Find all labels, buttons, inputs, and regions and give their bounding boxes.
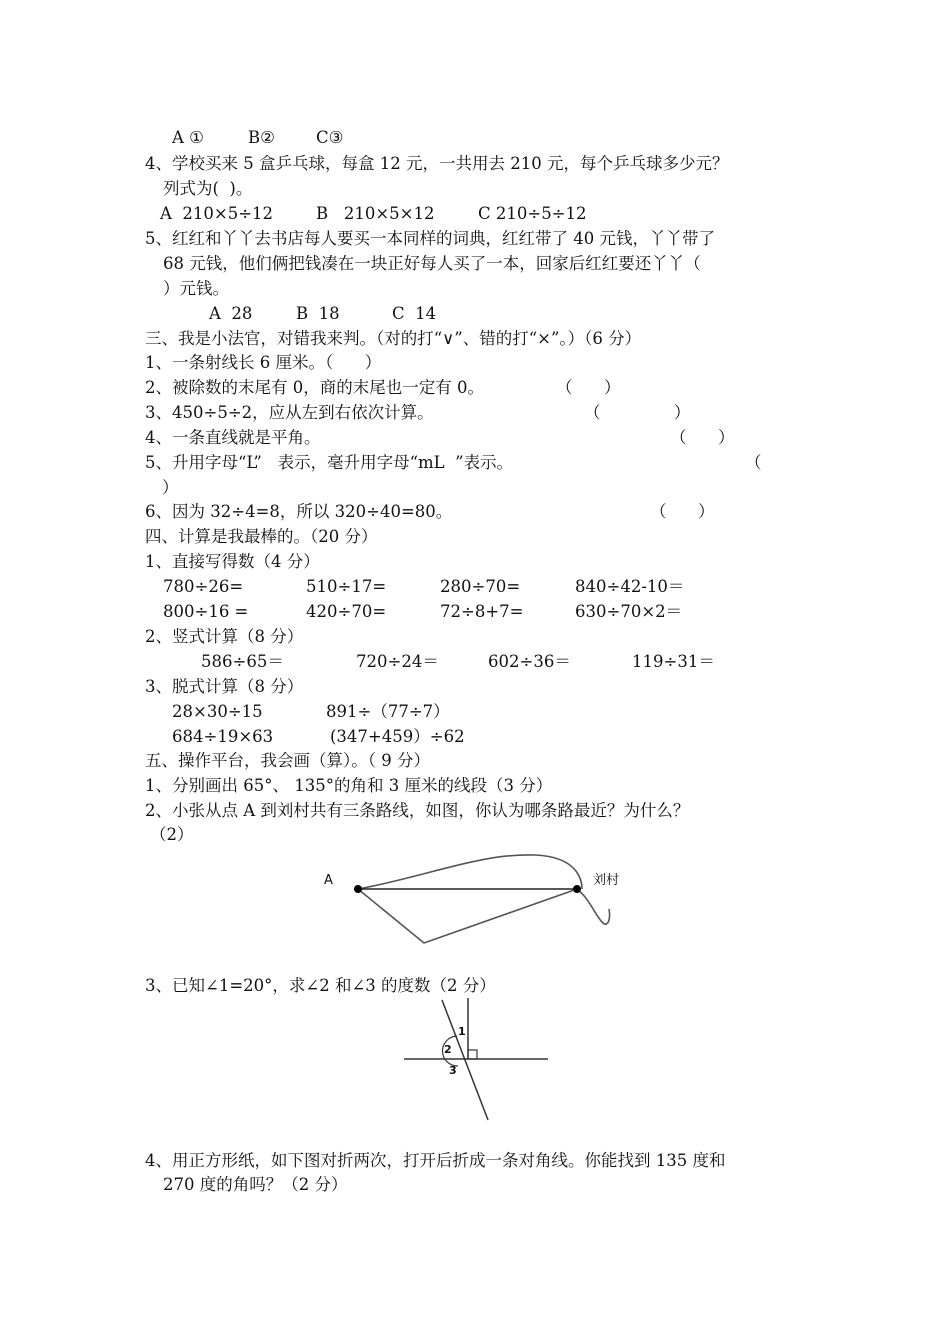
q3-option-c: C③ (316, 128, 344, 147)
section3-item-2: 2、被除数的末尾有 0，商的末尾也一定有 0。 (145, 378, 484, 397)
calc-item: 72÷8+7= (440, 602, 524, 621)
q5-option-c: C 14 (392, 304, 437, 323)
calc-item: 780÷26= (163, 577, 244, 596)
point-a-dot (354, 885, 362, 893)
section3-item-3-answer-blank[interactable]: （ ） (584, 403, 691, 422)
q3-option-a: A ① (172, 128, 204, 147)
calc-item: 630÷70×2＝ (575, 602, 683, 621)
point-a-label: A (324, 873, 333, 888)
calc-item: 420÷70= (306, 602, 387, 621)
section3-item-5: 5、升用字母“L” 表示，毫升用字母“mL ”表示。 (145, 453, 514, 472)
section5-q2-line1: 2、小张从点 A 到刘村共有三条路线，如图，你认为哪条路最近？为什么？ (145, 801, 690, 820)
stepwise-calc-item: 28×30÷15 (172, 702, 263, 721)
q5-question-line3: ）元钱。 (163, 279, 229, 298)
section3-item-6: 6、因为 32÷4=8，所以 320÷40=80。 (145, 502, 453, 521)
section4-sub2-title: 2、竖式计算（8 分） (145, 627, 304, 646)
q4-option-b: B 210×5×12 (316, 204, 435, 223)
section3-item-5-answer-blank[interactable]: （ (745, 453, 762, 472)
route-tail (577, 889, 610, 924)
section5-q1: 1、分别画出 65°、 135°的角和 3 厘米的线段（3 分） (145, 776, 553, 795)
vertical-calc-item: 602÷36＝ (488, 652, 571, 671)
section4-title: 四、计算是我最棒的。（20 分） (145, 527, 378, 546)
q5-option-b: B 18 (296, 304, 340, 323)
liucun-dot (573, 885, 581, 893)
section3-item-1: 1、一条射线长 6 厘米。（ ） (145, 353, 382, 372)
vertical-calc-item: 720÷24＝ (356, 652, 439, 671)
calc-item: 840÷42-10＝ (575, 577, 685, 596)
q4-question-line2: 列式为( )。 (163, 179, 253, 198)
q4-option-c: C 210÷5÷12 (478, 204, 587, 223)
section3-item-6-answer-blank[interactable]: （ ） (650, 502, 715, 521)
section5-title: 五、操作平台，我会画（算）。（ 9 分） (145, 751, 430, 770)
section3-item-3: 3、450÷5÷2，应从左到右依次计算。 (145, 403, 434, 422)
q4-option-a: A 210×5÷12 (160, 204, 274, 223)
route-curve-top (358, 855, 582, 889)
calc-item: 800÷16 = (163, 602, 249, 621)
angle-1-label: 1 (458, 1025, 466, 1038)
stepwise-calc-item: 684÷19×63 (172, 727, 274, 746)
section4-sub3-title: 3、脱式计算（8 分） (145, 677, 304, 696)
route-lower (358, 889, 577, 943)
angle-figure (400, 998, 555, 1124)
section3-item-2-answer-blank[interactable]: （ ） (556, 378, 621, 397)
calc-item: 510÷17= (306, 577, 387, 596)
calc-item: 280÷70= (440, 577, 521, 596)
vertical-calc-item: 586÷65＝ (201, 652, 284, 671)
route-figure (320, 845, 620, 950)
section3-item-5-close-paren: ） (162, 478, 179, 497)
angle-3-label: 3 (449, 1064, 457, 1077)
stepwise-calc-item: (347+459）÷62 (330, 727, 465, 746)
section4-sub1-title: 1、直接写得数（4 分） (145, 552, 320, 571)
vertical-calc-item: 119÷31＝ (632, 652, 715, 671)
section5-q2-line2: （2） (150, 825, 194, 844)
section5-q4-line1: 4、用正方形纸，如下图对折两次，打开后折成一条对角线。你能找到 135 度和 (145, 1151, 726, 1170)
q4-question-line1: 4、学校买来 5 盒乒乓球，每盒 12 元，一共用去 210 元，每个乒乓球多少元？ (145, 154, 729, 173)
q5-question-line1: 5、红红和丫丫去书店每人要买一本同样的词典，红红带了 40 元钱，丫丫带了 (145, 229, 715, 248)
liucun-label: 刘村 (593, 873, 620, 888)
section3-title: 三、我是小法官，对错我来判。（对的打“∨”、错的打“×”。）（6 分） (145, 329, 642, 348)
angle-2-label: 2 (444, 1043, 452, 1056)
section3-item-4-answer-blank[interactable]: （ ） (670, 428, 735, 447)
q5-option-a: A 28 (209, 304, 253, 323)
q5-question-line2: 68 元钱，他们俩把钱凑在一块正好每人买了一本，回家后红红要还丫丫（ (163, 254, 701, 273)
section5-q3: 3、已知∠1=20°，求∠2 和∠3 的度数（2 分） (145, 976, 496, 995)
stepwise-calc-item: 891÷（77÷7） (326, 702, 450, 721)
right-angle-mark (468, 1050, 477, 1059)
q3-option-b: B② (248, 128, 275, 147)
section5-q4-line2: 270 度的角吗？（2 分） (163, 1175, 348, 1194)
section3-item-4: 4、一条直线就是平角。 (145, 428, 321, 447)
